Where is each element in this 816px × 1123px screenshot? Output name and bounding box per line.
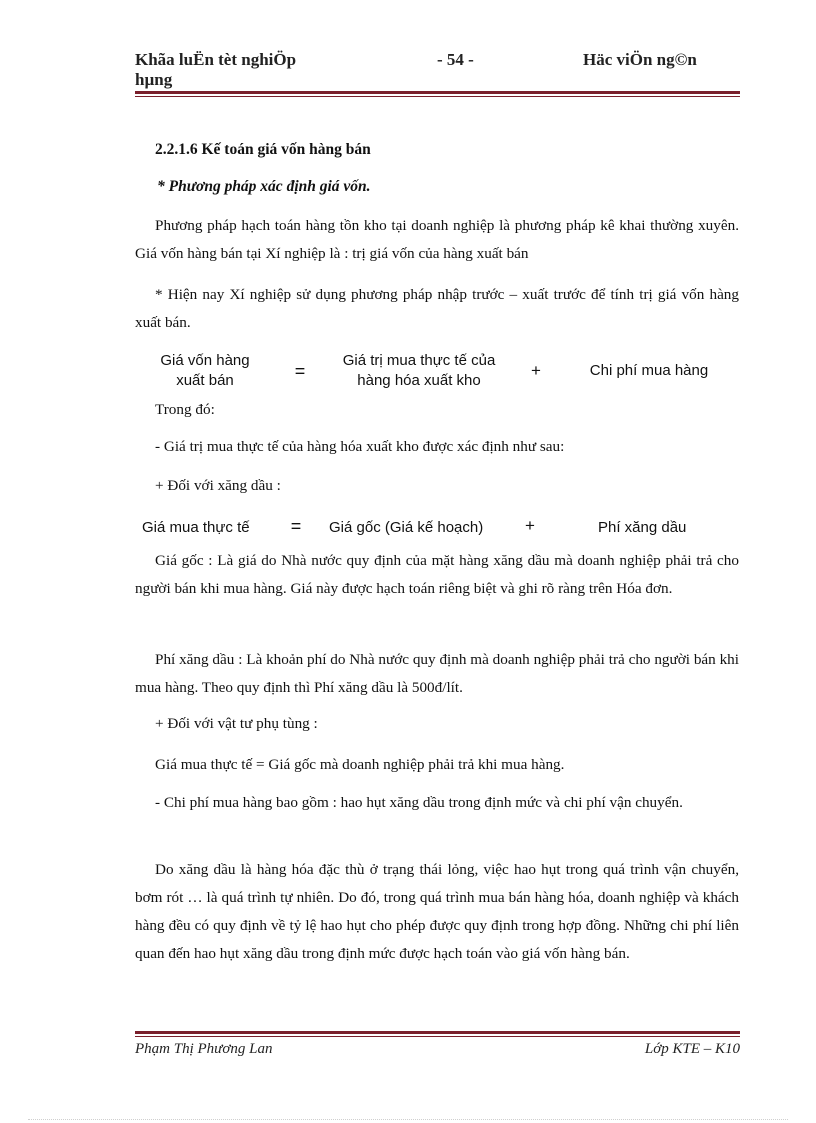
- formula1-left: [146, 351, 264, 391]
- formula1-left-line1: Giá vốn hàng: [160, 352, 250, 369]
- section-subheading: * Phương pháp xác định giá vốn.: [157, 178, 371, 195]
- header-left-title: [135, 50, 296, 90]
- trong-do-label: Trong đó:: [155, 401, 215, 418]
- header-left-line2: hµng: [135, 70, 173, 89]
- header-right-title: Häc viÖn ng©n: [583, 50, 697, 69]
- formula2-equals: =: [290, 516, 302, 536]
- paragraph-fuel-fee: Phí xăng dầu : Là khoản phí do Nhà nước quy định mà doanh nghiệp phải trả cho người bán khi mua hàng. Theo quy định thì Phí xăng dầu là 500đ/lít.: [135, 651, 739, 696]
- formula2-right: Phí xăng dầu: [598, 519, 687, 536]
- paragraph-purchase-price-intro: - Giá trị mua thực tế của hàng hóa xuất kho được xác định như sau:: [155, 438, 565, 455]
- header-rule: [135, 91, 740, 97]
- formula1-middle: [326, 351, 512, 391]
- formula2-middle: Giá gốc (Giá kế hoạch): [329, 519, 484, 536]
- formula1-mid-line2: hàng hóa xuất kho: [357, 372, 481, 389]
- paragraph-spare-parts-heading: + Đối với vật tư phụ tùng :: [155, 715, 318, 732]
- paragraph-base-price: Giá gốc : Là giá do Nhà nước quy định của mặt hàng xăng dầu mà doanh nghiệp phải trả cho người bán khi mua hàng. Giá này được hạch toán riêng biệt và ghi rõ ràng trên Hóa đơn.: [135, 552, 739, 597]
- formula1-plus: +: [531, 361, 541, 380]
- formula1-mid-line1: Giá trị mua thực tế của: [342, 352, 496, 369]
- header-page-number: - 54 -: [437, 50, 474, 69]
- footer-rule: [135, 1031, 740, 1037]
- paragraph-inventory-method: Phương pháp hạch toán hàng tồn kho tại doanh nghiệp là phương pháp kê khai thường xuyên. Giá vốn hàng bán tại Xí nghiệp là : trị giá vốn của hàng xuất bán: [135, 217, 739, 262]
- footer-author: Phạm Thị Phương Lan: [135, 1041, 273, 1057]
- paragraph-fuel-loss: Do xăng dầu là hàng hóa đặc thù ở trạng thái lỏng, việc hao hụt trong quá trình vận chuyển, bơm rót … là quá trình tự nhiên. Do đó, trong quá trình mua bán hàng hóa, doanh nghiệp và khách hàng đều có quy định về tỷ lệ hao hụt cho phép được quy định trong hợp đồng. Những chi phí liên quan đến hao hụt xăng dầu trong định mức được hạch toán vào giá vốn hàng bán.: [135, 861, 739, 962]
- paragraph-fuel-heading: + Đối với xăng dầu :: [155, 477, 281, 494]
- formula2-plus: +: [525, 516, 535, 535]
- page-bottom-border: [28, 1119, 788, 1120]
- footer-class: Lớp KTE – K10: [644, 1041, 740, 1057]
- formula2-left: Giá mua thực tế: [142, 519, 250, 536]
- formula1-equals: =: [294, 361, 306, 381]
- formula1-left-line2: xuất bán: [176, 372, 234, 389]
- section-heading: 2.2.1.6 Kế toán giá vốn hàng bán: [155, 141, 371, 158]
- paragraph-purchase-costs: - Chi phí mua hàng bao gồm : hao hụt xăng dầu trong định mức và chi phí vận chuyển.: [155, 794, 683, 811]
- paragraph-spare-parts-price: Giá mua thực tế = Giá gốc mà doanh nghiệp phải trả khi mua hàng.: [155, 756, 565, 773]
- formula1-right: Chi phí mua hàng: [589, 362, 709, 379]
- header-left-line1: Khãa luËn tèt nghiÖp: [135, 50, 297, 69]
- paragraph-fifo-method: * Hiện nay Xí nghiệp sử dụng phương pháp nhập trước – xuất trước để tính trị giá vốn hàng xuất bán.: [135, 286, 739, 331]
